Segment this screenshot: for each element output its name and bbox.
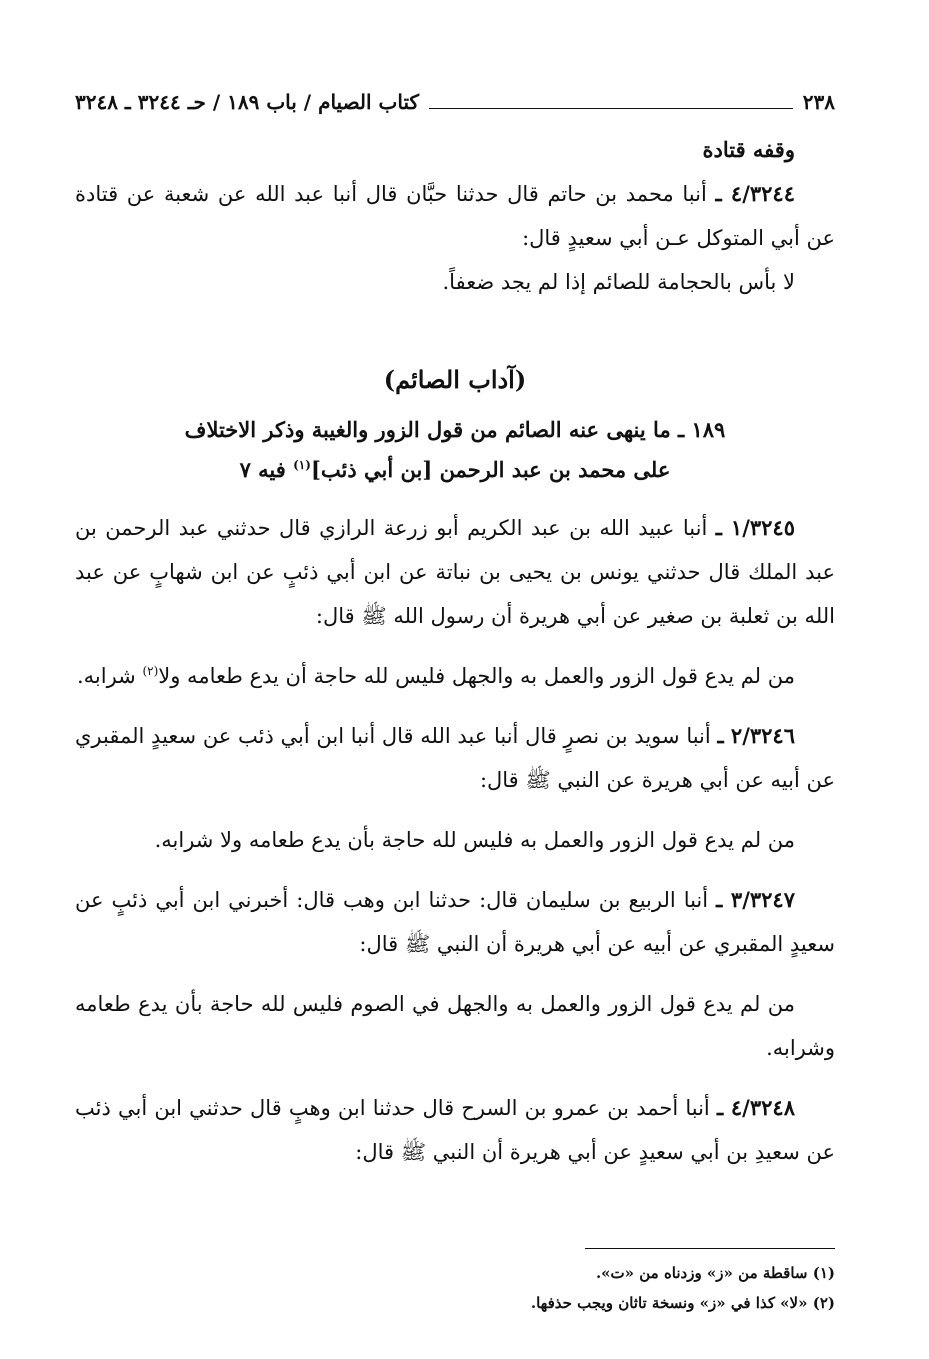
footnote-2 xyxy=(75,1288,835,1318)
page-body xyxy=(75,128,835,1174)
footnote-marker: (٢) xyxy=(812,1294,835,1312)
hadith-matn-3245 xyxy=(75,654,835,698)
header-rule xyxy=(429,108,793,109)
hadith-isnad-3246 xyxy=(75,714,835,802)
isnad-text: أنبا أحمد بن عمرو بن السرح قال حدثنا ابن وهبٍ قال حدثني ابن أبي ذئب عن سعيدِ بن أبي سعيدٍ عن أبي هريرة أن النبي ﷺ قال: xyxy=(75,1096,835,1164)
running-header xyxy=(75,84,835,120)
page-number: ٢٣٨ xyxy=(802,90,835,114)
matn-text-end: شرابه. xyxy=(76,664,143,688)
hadith-matn-3244: لا بأس بالحجامة للصائم إذا لم يجد ضعفاً. xyxy=(442,270,795,294)
matn-text: من لم يدع قول الزور والعمل به والجهل فليس لله حاجة أن يدع طعامه ولا xyxy=(158,664,795,688)
hadith-isnad-3248 xyxy=(75,1086,835,1174)
isnad-text: أنبا سويد بن نصرٍ قال أنبا عبد الله قال أنبا ابن أبي ذئب عن سعيدٍ المقبري عن أبيه عن أبي هريرة عن النبي ﷺ قال: xyxy=(75,724,835,792)
footnote-1 xyxy=(75,1258,835,1288)
hadith-matn-3246: من لم يدع قول الزور والعمل به فليس لله حاجة بأن يدع طعامه ولا شرابه. xyxy=(154,828,795,852)
footnote-marker: (١) xyxy=(812,1264,835,1282)
hadith-number: ٤/٣٢٤٤ ـ xyxy=(715,181,795,206)
isnad-text: أنبا محمد بن حاتم قال حدثنا حبَّان قال أنبا عبد الله عن شعبة عن قتادة عن أبي المتوكل عـن أبي سعيدٍ قال: xyxy=(75,182,835,250)
chapter-heading-line-2 xyxy=(75,450,835,490)
hadith-number: ٤/٣٢٤٨ ـ xyxy=(716,1095,795,1120)
footnote-rule xyxy=(585,1248,835,1249)
footnotes xyxy=(75,1258,835,1318)
footnote-text: ساقطة من «ز» وزدناه من «ت». xyxy=(595,1264,808,1282)
chapter-heading-line-1: ١٨٩ ـ ما ينهى عنه الصائم من قول الزور والغيبة وذكر الاختلاف xyxy=(184,417,726,442)
hadith-isnad-3244 xyxy=(75,172,835,260)
hadith-number: ١/٣٢٤٥ ـ xyxy=(715,515,795,540)
isnad-text: أنبا الربيع بن سليمان قال: حدثنا ابن وهب قال: أخبرني ابن أبي ذئبٍ عن سعيدٍ المقبري عن أبيه عن أبي هريرة أن النبي ﷺ قال: xyxy=(75,888,835,956)
section-heading: (آداب الصائم) xyxy=(383,365,527,394)
isnad-text: أنبا عبيد الله بن عبد الكريم أبو زرعة الرازي قال حدثني عبد الرحمن بن عبد الملك قال حدثني يونس بن يحيى بن نباتة عن ابن أبي ذئبٍ عن ابن شهابٍ عن عبد الله بن ثعلبة بن صغير عن أبي هريرة أن رسول الله ﷺ قال: xyxy=(75,516,835,628)
hadith-isnad-3247 xyxy=(75,878,835,966)
hadith-number: ٢/٣٢٤٦ ـ xyxy=(717,723,795,748)
footnote-ref-1: (١) xyxy=(293,458,311,472)
hadith-isnad-3245 xyxy=(75,506,835,638)
continuation-line: وقفه قتادة xyxy=(702,137,795,162)
footnote-text: «لا» كذا في «ز» ونسخة تاثان ويجب حذفها. xyxy=(530,1294,808,1312)
hadith-matn-3247: من لم يدع قول الزور والعمل به والجهل في الصوم فليس لله حاجة بأن يدع طعامه وشرابه. xyxy=(75,992,835,1060)
hadith-number: ٣/٣٢٤٧ ـ xyxy=(716,887,795,912)
footnote-ref-2: (٢) xyxy=(142,664,159,678)
running-title: كتاب الصيام / باب ١٨٩ / حـ ٣٢٤٤ ـ ٣٢٤٨ xyxy=(75,90,420,114)
chapter-heading-text: على محمد بن عبد الرحمن [بن أبي ذئب] xyxy=(310,457,671,482)
chapter-heading-count: فيه ٧ xyxy=(239,457,294,482)
